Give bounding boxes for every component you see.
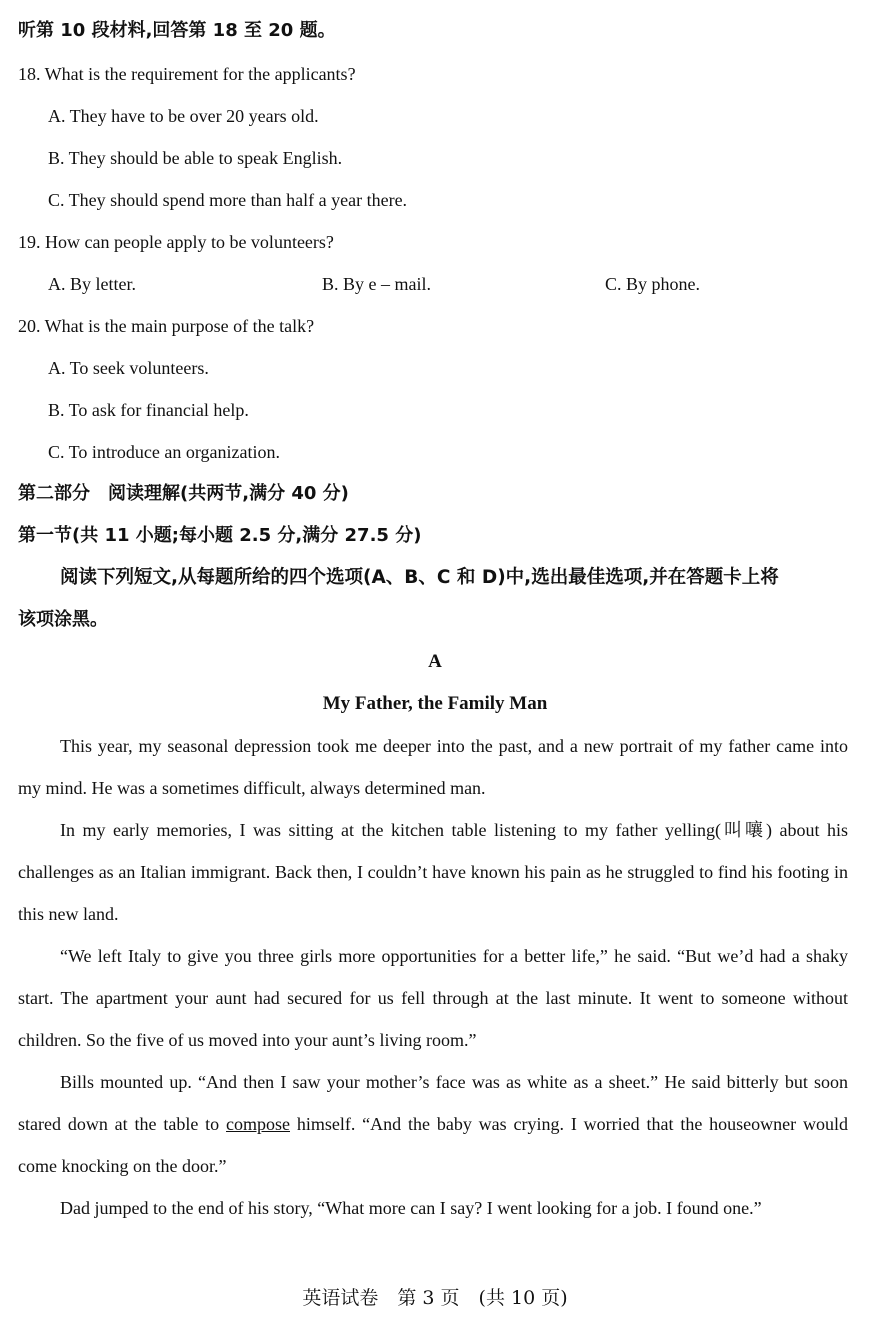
paragraph-4-text-after: himself. “And the baby was crying. I worried that the houseowner would come knocking on the door.” <box>18 1114 848 1176</box>
passage-paragraph-5: Dad jumped to the end of his story, “What more can I say? I went looking for a job. I found one.” <box>60 1198 762 1218</box>
passage-paragraph-4 <box>18 1061 848 1187</box>
reading-instruction-line1: 阅读下列短文,从每题所给的四个选项(A、B、C 和 D)中,选出最佳选项,并在答题卡上将 <box>60 567 779 588</box>
question-18-option-b: B. They should be able to speak English. <box>48 148 343 168</box>
question-19-option-a: A. By letter. <box>48 274 136 294</box>
question-18-option-a: A. They have to be over 20 years old. <box>48 106 319 126</box>
question-19-option-b: B. By e – mail. <box>322 274 431 294</box>
sub-section-title: 第一节(共 11 小题;每小题 2.5 分,满分 27.5 分) <box>18 525 422 546</box>
question-19-option-c: C. By phone. <box>605 274 701 294</box>
question-19-stem: 19. How can people apply to be volunteers? <box>18 232 334 252</box>
question-20-stem: 20. What is the main purpose of the talk? <box>18 316 315 336</box>
question-20-option-c: C. To introduce an organization. <box>48 442 281 462</box>
passage-paragraph-3: “We left Italy to give you three girls more opportunities for a better life,” he said. “But we’d had a shaky start. The apartment your aunt had secured for us fell through at the last minute. It went to someone without children. So the five of us moved into your aunt’s living room.” <box>18 946 848 1050</box>
part-title: 第二部分 阅读理解(共两节,满分 40 分) <box>18 483 349 504</box>
reading-instruction-line2: 该项涂黑。 <box>18 609 108 630</box>
passage-label: A <box>428 651 442 672</box>
question-18-option-c: C. They should spend more than half a year there. <box>48 190 408 210</box>
question-19-options <box>48 271 848 297</box>
page-footer: 英语试卷 第 3 页 (共 10 页) <box>302 1287 568 1309</box>
question-20-option-b: B. To ask for financial help. <box>48 400 249 420</box>
question-20-option-a: A. To seek volunteers. <box>48 358 209 378</box>
paragraph-4-text-before: Bills mounted up. “And then I saw your mother’s face was as white as a sheet.” He said bitterly but soon stared down at the table to <box>18 1072 848 1134</box>
passage-paragraph-1: This year, my seasonal depression took me deeper into the past, and a new portrait of my father came into my mind. He was a sometimes difficult, always determined man. <box>18 736 848 798</box>
passage-title: My Father, the Family Man <box>322 693 548 714</box>
underlined-word-compose: compose <box>226 1114 290 1134</box>
question-18-stem: 18. What is the requirement for the applicants? <box>18 64 356 84</box>
listening-instruction: 听第 10 段材料,回答第 18 至 20 题。 <box>18 20 336 41</box>
passage-paragraph-2: In my early memories, I was sitting at the kitchen table listening to my father yelling(叫嚷) about his challenges as an Italian immigrant. Back then, I couldn’t have known his pain as he struggled to find his footing in this new land. <box>18 820 848 924</box>
